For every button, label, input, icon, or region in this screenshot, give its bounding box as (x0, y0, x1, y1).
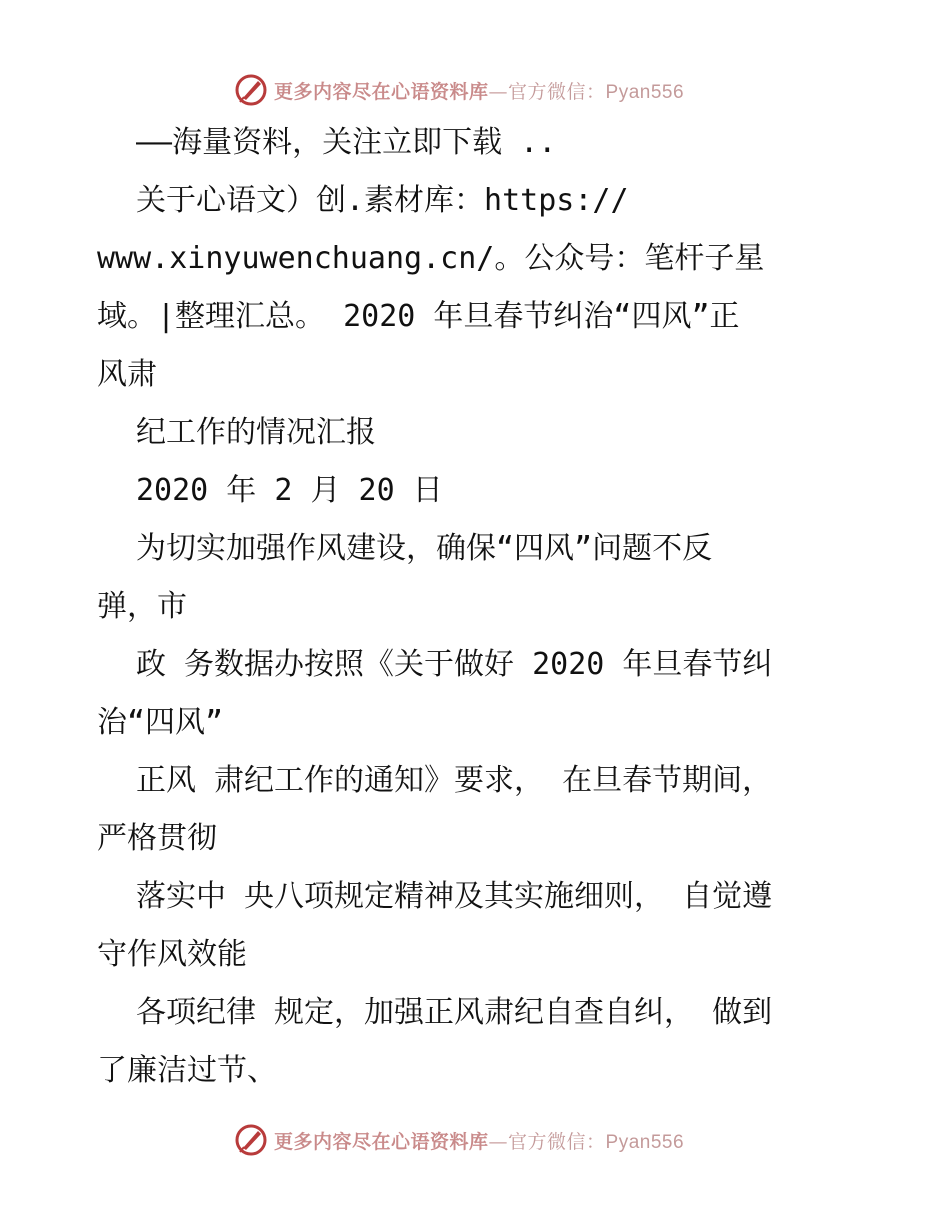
text-line: 各项纪律 规定，加强正风肃纪自查自纠， 做到 (136, 995, 773, 1030)
quill-logo-icon (234, 73, 268, 107)
banner-main-text: 更多内容尽在心语资料库 (274, 1130, 489, 1153)
text-line: 治“四风” (97, 705, 224, 740)
text-line: 域。|整理汇总。 2020 年旦春节纠治“四风”正 (97, 299, 740, 334)
banner-wechat-text: 官方微信：Pyan556 (508, 1131, 685, 1153)
text-line: 严格贯彻 (97, 821, 217, 856)
text-line: www.xinyuwenchuang.cn/。公众号：笔杆子星 (97, 241, 765, 276)
text-line: ——海量资料，关注立即下载 .. (136, 125, 557, 160)
header-banner (234, 72, 714, 108)
text-line: 守作风效能 (97, 937, 247, 972)
banner-wechat-text: 官方微信：Pyan556 (508, 81, 685, 103)
text-line: 弹，市 (97, 589, 187, 624)
text-line: 关于心语文）创.素材库：https:// (136, 183, 629, 218)
text-line: 政 务数据办按照《关于做好 2020 年旦春节纠 (136, 647, 773, 682)
banner-separator: — (488, 80, 509, 103)
quill-logo-icon (234, 1123, 268, 1157)
banner-main-text: 更多内容尽在心语资料库 (274, 80, 489, 103)
footer-banner (234, 1122, 714, 1158)
text-line: 纪工作的情况汇报 (136, 415, 376, 450)
banner-text (274, 77, 684, 104)
text-line: 正风 肃纪工作的通知》要求， 在旦春节期间， (136, 763, 773, 798)
text-line: 风肃 (97, 357, 157, 392)
text-line: 了廉洁过节、 (97, 1053, 277, 1088)
date-line: 2020 年 2 月 20 日 (136, 473, 443, 508)
banner-separator: — (488, 1130, 509, 1153)
text-line: 为切实加强作风建设，确保“四风”问题不反 (136, 531, 713, 566)
text-line: 落实中 央八项规定精神及其实施细则， 自觉遵 (136, 879, 773, 914)
banner-text (274, 1127, 684, 1154)
